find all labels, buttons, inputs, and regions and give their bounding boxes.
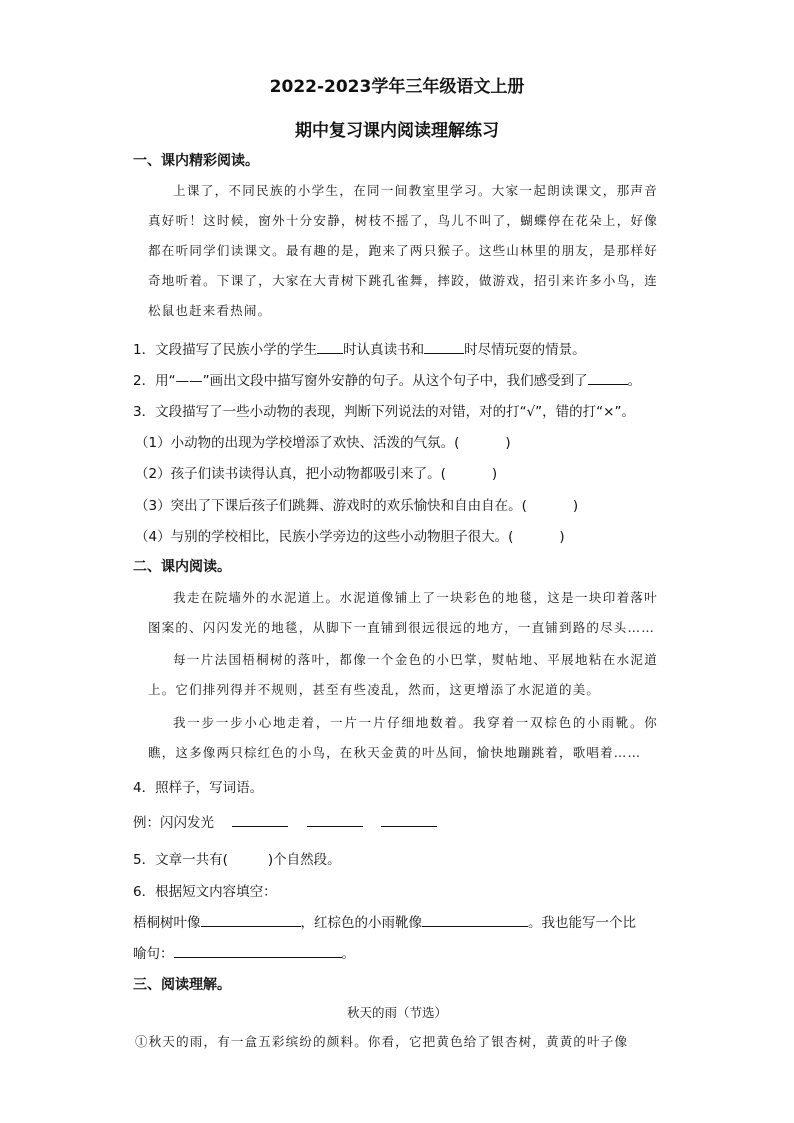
judge-item-text: （3）突出了下课后孩子们跳舞、游戏时的欢乐愉快和自由自在。( <box>135 498 527 514</box>
judge-item-text: （4）与别的学校相比，民族小学旁边的这些小动物胆子很大。( <box>135 529 514 545</box>
section-3-heading: 三、阅读理解。 <box>133 977 231 993</box>
section-2-paragraph-3: 我一步一步小心地走着，一片一片仔细地数着。我穿着一双棕色的小雨靴。你瞧，这多像两只棕红色的小鸟，在秋天金黄的叶丛间，愉快地蹦跳着，歌唱着…… <box>148 715 658 760</box>
question-2-text-a: 2．用“——”画出文段中描写窗外安静的句子。从这个句子中，我们感受到了 <box>133 373 588 389</box>
question-6-text-e: 。 <box>341 946 355 962</box>
judge-item-text: （1）小动物的出现为学校增添了欢快、活泼的气氛。( <box>135 435 460 451</box>
example-word: 例：闪闪发光 <box>133 815 214 831</box>
answer-blank[interactable] <box>317 339 343 354</box>
question-1-text-c: 时尽情玩耍的情景。 <box>464 342 586 358</box>
answer-blank[interactable] <box>232 812 288 827</box>
question-6-text-a: 梧桐树叶像 <box>133 915 201 931</box>
answer-blank[interactable] <box>588 370 628 385</box>
question-2 <box>133 369 641 389</box>
question-6: 6．根据短文内容填空： <box>133 884 277 900</box>
question-5-text-b: )个自然段。 <box>267 852 341 868</box>
question-5 <box>133 848 341 868</box>
judge-item-2 <box>135 462 497 482</box>
answer-blank[interactable] <box>381 812 437 827</box>
question-6-text-b: ，红棕色的小雨靴像 <box>300 915 422 931</box>
passage-title: 秋天的雨（节选） <box>346 1005 447 1020</box>
question-6-text-c: 。我也能写一个比 <box>528 915 636 931</box>
judge-item-text: （2）孩子们读书读得认真，把小动物都吸引来了。( <box>135 466 446 482</box>
paren-close: ) <box>491 466 498 482</box>
section-1-passage: 上课了，不同民族的小学生，在同一间教室里学习。大家一起朗读课文，那声音真好听！这时候，窗外十分安静，树枝不摇了，鸟儿不叫了，蝴蝶停在花朵上，好像都在听同学们读课文。最有趣的是，跑来了两只猴子。这些山林里的朋友，是那样好奇地听着。下课了，大家在大青树下跳孔雀舞，摔跤，做游戏，招引来许多小鸟，连松鼠也赶来看热闹。 <box>148 183 658 318</box>
question-6-line-2 <box>133 942 355 962</box>
question-3: 3．文段描写了一些小动物的表现，判断下列说法的对错，对的打“√”，错的打“×”。 <box>133 404 635 420</box>
answer-blank[interactable] <box>422 912 528 927</box>
section-1-heading: 一、课内精彩阅读。 <box>133 153 259 169</box>
answer-blank[interactable] <box>201 912 301 927</box>
worksheet-subtitle: 期中复习课内阅读理解练习 <box>295 121 499 141</box>
answer-blank[interactable] <box>424 339 464 354</box>
question-6-line-1 <box>133 911 636 931</box>
section-2-paragraph-1: 我走在院墙外的水泥道上。水泥道像铺上了一块彩色的地毯，这是一块印着落叶图案的、闪闪发光的地毯，从脚下一直铺到很远很远的地方，一直铺到路的尽头…… <box>148 590 658 635</box>
question-6-text-d: 喻句： <box>133 946 174 962</box>
question-2-text-b: 。 <box>627 373 642 389</box>
question-1-text-b: 时认真读书和 <box>343 342 425 358</box>
answer-blank[interactable] <box>174 943 342 958</box>
worksheet-title: 2022-2023学年三年级语文上册 <box>269 77 525 97</box>
paren-close: ) <box>572 498 579 514</box>
answer-blank[interactable] <box>307 812 363 827</box>
section-2-paragraph-2: 每一片法国梧桐树的落叶，都像一个金色的小巴掌，熨帖地、平展地粘在水泥道上。它们排列得并不规则，甚至有些凌乱，然而，这更增添了水泥道的美。 <box>148 652 658 697</box>
judge-item-4 <box>135 525 565 545</box>
question-4: 4．照样子，写词语。 <box>133 780 264 796</box>
judge-item-1 <box>135 431 511 451</box>
question-1 <box>133 338 586 358</box>
judge-item-3 <box>135 494 578 514</box>
section-3-paragraph-1: ①秋天的雨，有一盒五彩缤纷的颜料。你看，它把黄色给了银杏树，黄黄的叶子像 <box>135 1034 629 1049</box>
question-5-text-a: 5．文章一共有( <box>133 852 228 868</box>
question-4-example <box>133 811 437 831</box>
question-1-text-a: 1．文段描写了民族小学的学生 <box>133 342 318 358</box>
section-2-heading: 二、课内阅读。 <box>133 559 231 575</box>
paren-close: ) <box>505 435 511 451</box>
paren-close: ) <box>559 529 565 545</box>
